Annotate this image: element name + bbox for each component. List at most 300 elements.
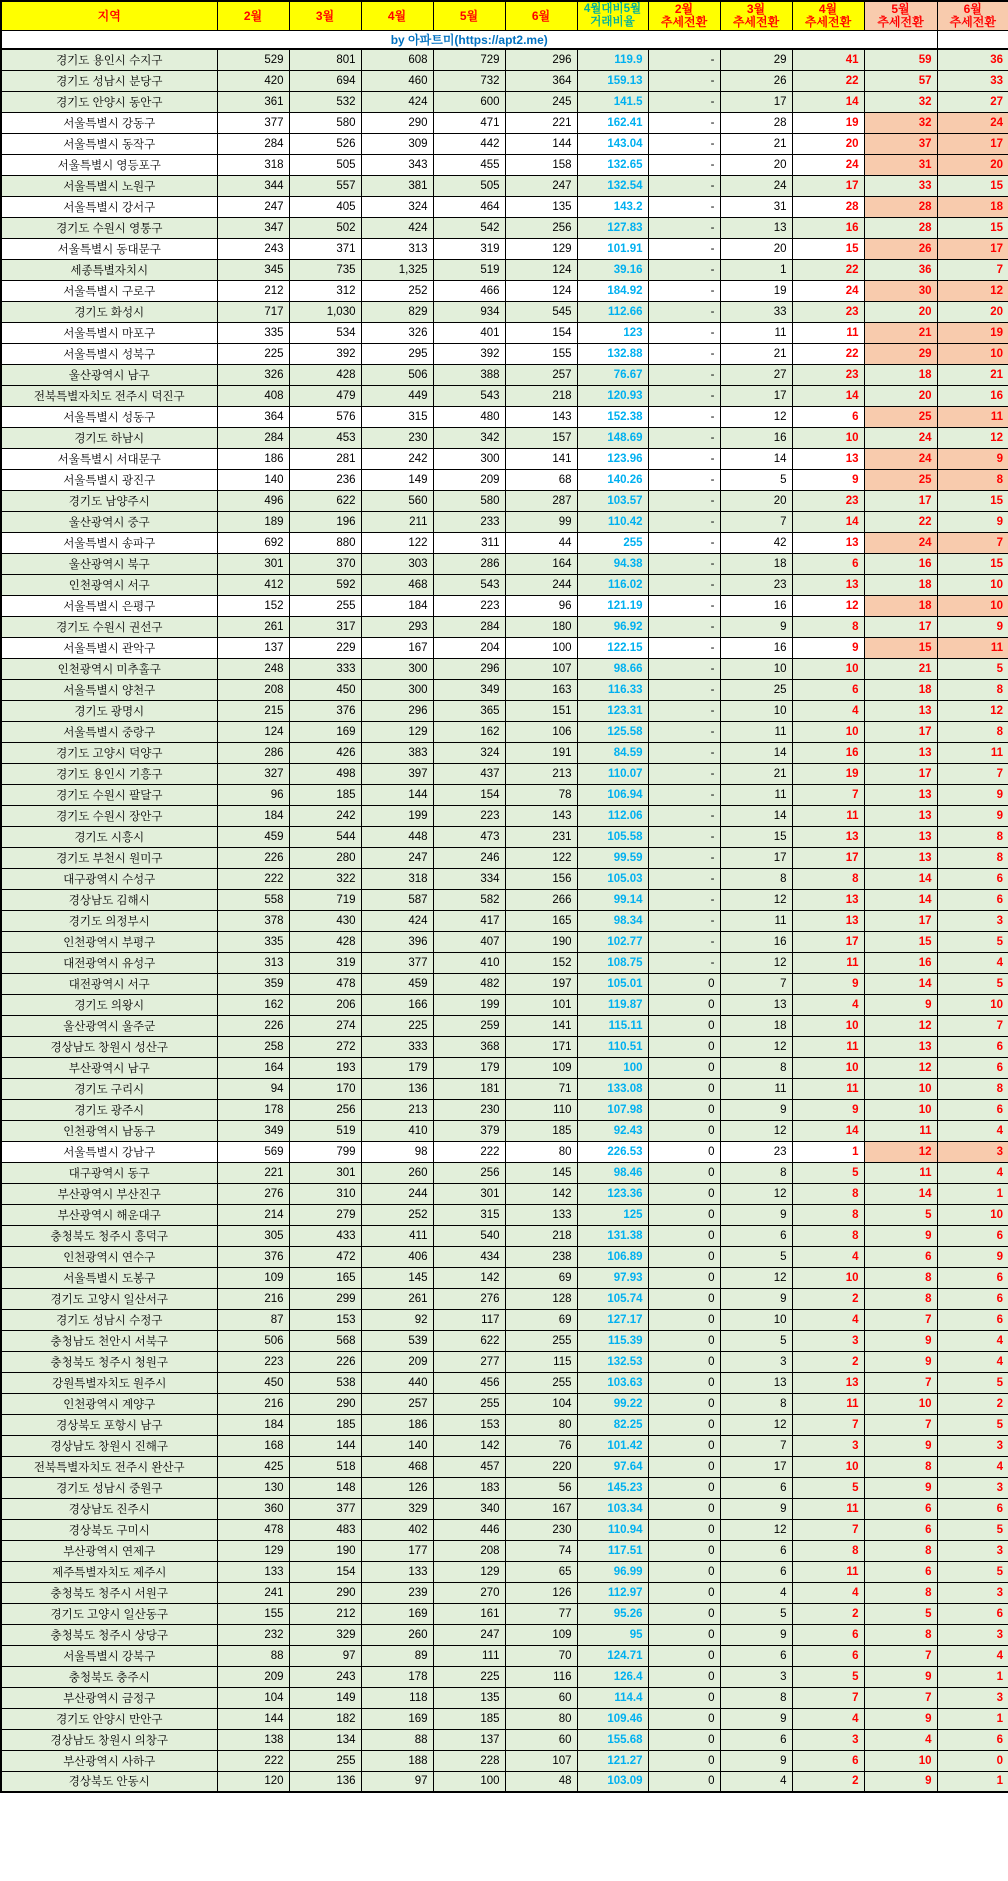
trend-apr-cell: 20 [792, 133, 864, 154]
month-may-cell: 137 [433, 1729, 505, 1750]
trend-apr-cell: 22 [792, 70, 864, 91]
trend-mar-cell: 11 [720, 1078, 792, 1099]
trend-feb-cell: - [648, 616, 720, 637]
trend-jun-cell: 1 [937, 1708, 1008, 1729]
trend-apr-cell: 8 [792, 868, 864, 889]
table-row [1, 1687, 1008, 1708]
ratio-cell: 94.38 [577, 553, 648, 574]
trend-feb-cell: - [648, 868, 720, 889]
table-row [1, 742, 1008, 763]
trend-apr-cell: 6 [792, 406, 864, 427]
month-mar-cell: 169 [289, 721, 361, 742]
region-cell: 서울특별시 강동구 [1, 112, 217, 133]
region-cell: 서울특별시 성동구 [1, 406, 217, 427]
region-cell: 경기도 안양시 만안구 [1, 1708, 217, 1729]
trend-feb-cell: - [648, 784, 720, 805]
trend-mar-cell: 4 [720, 1582, 792, 1603]
trend-apr-cell: 12 [792, 595, 864, 616]
region-cell: 전북특별자치도 전주시 완산구 [1, 1456, 217, 1477]
trend-apr-cell: 11 [792, 952, 864, 973]
month-jun-cell: 152 [505, 952, 577, 973]
month-feb-cell: 164 [217, 1057, 289, 1078]
trend-mar-cell: 4 [720, 1771, 792, 1792]
month-feb-cell: 140 [217, 469, 289, 490]
month-feb-cell: 178 [217, 1099, 289, 1120]
trend-mar-cell: 1 [720, 259, 792, 280]
month-feb-cell: 214 [217, 1204, 289, 1225]
trend-mar-cell: 9 [720, 616, 792, 637]
month-jun-cell: 107 [505, 658, 577, 679]
month-mar-cell: 580 [289, 112, 361, 133]
trend-mar-cell: 13 [720, 217, 792, 238]
table-row [1, 196, 1008, 217]
month-feb-cell: 138 [217, 1729, 289, 1750]
month-may-cell: 259 [433, 1015, 505, 1036]
ratio-cell: 101.42 [577, 1435, 648, 1456]
table-row [1, 70, 1008, 91]
month-jun-cell: 165 [505, 910, 577, 931]
trend-mar-cell: 8 [720, 1162, 792, 1183]
month-may-cell: 199 [433, 994, 505, 1015]
month-may-cell: 247 [433, 1624, 505, 1645]
ratio-cell: 99.22 [577, 1393, 648, 1414]
month-mar-cell: 290 [289, 1582, 361, 1603]
region-cell: 세종특별자치시 [1, 259, 217, 280]
trend-may-cell: 8 [864, 1267, 937, 1288]
trend-may-cell: 16 [864, 553, 937, 574]
month-mar-cell: 371 [289, 238, 361, 259]
ratio-cell: 155.68 [577, 1729, 648, 1750]
month-may-cell: 246 [433, 847, 505, 868]
trend-may-cell: 12 [864, 1057, 937, 1078]
trend-jun-cell: 33 [937, 70, 1008, 91]
month-jun-cell: 191 [505, 742, 577, 763]
table-row [1, 952, 1008, 973]
month-may-cell: 181 [433, 1078, 505, 1099]
month-mar-cell: 719 [289, 889, 361, 910]
trend-mar-cell: 6 [720, 1561, 792, 1582]
region-cell: 경기도 시흥시 [1, 826, 217, 847]
month-apr-cell: 169 [361, 1603, 433, 1624]
col-header-trend-feb: 2월 추세전환 [648, 1, 720, 31]
ratio-cell: 107.98 [577, 1099, 648, 1120]
month-may-cell: 315 [433, 1204, 505, 1225]
trend-may-cell: 32 [864, 91, 937, 112]
trend-feb-cell: - [648, 658, 720, 679]
trend-jun-cell: 3 [937, 1141, 1008, 1162]
month-apr-cell: 242 [361, 448, 433, 469]
region-cell: 경상북도 안동시 [1, 1771, 217, 1792]
col-header-trend-mar: 3월 추세전환 [720, 1, 792, 31]
month-may-cell: 208 [433, 1540, 505, 1561]
trend-mar-cell: 17 [720, 1456, 792, 1477]
trend-apr-cell: 4 [792, 1246, 864, 1267]
trend-apr-cell: 9 [792, 1099, 864, 1120]
trend-apr-cell: 8 [792, 1540, 864, 1561]
month-feb-cell: 376 [217, 1246, 289, 1267]
trend-mar-cell: 20 [720, 154, 792, 175]
trend-may-cell: 10 [864, 1099, 937, 1120]
trend-may-cell: 8 [864, 1624, 937, 1645]
month-may-cell: 276 [433, 1288, 505, 1309]
trend-may-cell: 30 [864, 280, 937, 301]
ratio-cell: 106.89 [577, 1246, 648, 1267]
region-cell: 서울특별시 서대문구 [1, 448, 217, 469]
trend-feb-cell: 0 [648, 1351, 720, 1372]
trend-mar-cell: 7 [720, 511, 792, 532]
month-may-cell: 442 [433, 133, 505, 154]
month-jun-cell: 144 [505, 133, 577, 154]
month-may-cell: 456 [433, 1372, 505, 1393]
trend-apr-cell: 13 [792, 532, 864, 553]
trend-may-cell: 6 [864, 1498, 937, 1519]
trend-jun-cell: 10 [937, 994, 1008, 1015]
month-may-cell: 543 [433, 385, 505, 406]
region-cell: 경기도 수원시 팔달구 [1, 784, 217, 805]
trend-may-cell: 13 [864, 805, 937, 826]
month-jun-cell: 129 [505, 238, 577, 259]
region-cell: 경기도 고양시 일산서구 [1, 1288, 217, 1309]
ratio-cell: 121.27 [577, 1750, 648, 1771]
month-apr-cell: 539 [361, 1330, 433, 1351]
trend-jun-cell: 11 [937, 637, 1008, 658]
month-feb-cell: 94 [217, 1078, 289, 1099]
month-mar-cell: 376 [289, 700, 361, 721]
month-apr-cell: 149 [361, 469, 433, 490]
trend-jun-cell: 10 [937, 574, 1008, 595]
trend-jun-cell: 1 [937, 1666, 1008, 1687]
trend-mar-cell: 9 [720, 1750, 792, 1771]
trend-apr-cell: 17 [792, 175, 864, 196]
month-apr-cell: 318 [361, 868, 433, 889]
col-header-month-may: 5월 [433, 1, 505, 31]
table-row [1, 973, 1008, 994]
month-apr-cell: 225 [361, 1015, 433, 1036]
ratio-cell: 112.97 [577, 1582, 648, 1603]
trend-may-cell: 7 [864, 1645, 937, 1666]
table-row [1, 574, 1008, 595]
month-mar-cell: 450 [289, 679, 361, 700]
region-cell: 경기도 수원시 권선구 [1, 616, 217, 637]
trend-jun-cell: 8 [937, 721, 1008, 742]
trend-feb-cell: - [648, 952, 720, 973]
month-feb-cell: 261 [217, 616, 289, 637]
trend-apr-cell: 11 [792, 805, 864, 826]
trend-may-cell: 7 [864, 1309, 937, 1330]
month-apr-cell: 257 [361, 1393, 433, 1414]
month-mar-cell: 206 [289, 994, 361, 1015]
col-header-month-feb: 2월 [217, 1, 289, 31]
trend-mar-cell: 6 [720, 1477, 792, 1498]
ratio-cell: 133.08 [577, 1078, 648, 1099]
table-row [1, 1225, 1008, 1246]
month-may-cell: 342 [433, 427, 505, 448]
month-may-cell: 455 [433, 154, 505, 175]
month-apr-cell: 136 [361, 1078, 433, 1099]
month-may-cell: 417 [433, 910, 505, 931]
month-mar-cell: 799 [289, 1141, 361, 1162]
ratio-cell: 105.58 [577, 826, 648, 847]
month-mar-cell: 317 [289, 616, 361, 637]
region-cell: 서울특별시 영등포구 [1, 154, 217, 175]
trend-feb-cell: - [648, 721, 720, 742]
col-header-trend-apr: 4월 추세전환 [792, 1, 864, 31]
ratio-cell: 132.88 [577, 343, 648, 364]
trend-apr-cell: 13 [792, 910, 864, 931]
month-apr-cell: 440 [361, 1372, 433, 1393]
trend-feb-cell: - [648, 910, 720, 931]
table-row [1, 1771, 1008, 1792]
trend-apr-cell: 6 [792, 1624, 864, 1645]
month-mar-cell: 483 [289, 1519, 361, 1540]
trend-may-cell: 13 [864, 742, 937, 763]
trend-apr-cell: 2 [792, 1771, 864, 1792]
trend-apr-cell: 22 [792, 259, 864, 280]
trend-apr-cell: 4 [792, 1708, 864, 1729]
ratio-cell: 103.63 [577, 1372, 648, 1393]
month-jun-cell: 171 [505, 1036, 577, 1057]
month-apr-cell: 381 [361, 175, 433, 196]
month-may-cell: 580 [433, 490, 505, 511]
trend-apr-cell: 9 [792, 469, 864, 490]
month-apr-cell: 290 [361, 112, 433, 133]
month-feb-cell: 216 [217, 1393, 289, 1414]
month-mar-cell: 312 [289, 280, 361, 301]
month-mar-cell: 182 [289, 1708, 361, 1729]
month-apr-cell: 587 [361, 889, 433, 910]
trend-feb-cell: - [648, 301, 720, 322]
table-row [1, 784, 1008, 805]
month-apr-cell: 230 [361, 427, 433, 448]
month-mar-cell: 185 [289, 1414, 361, 1435]
trend-jun-cell: 4 [937, 1330, 1008, 1351]
trend-may-cell: 9 [864, 1477, 937, 1498]
region-cell: 부산광역시 해운대구 [1, 1204, 217, 1225]
month-mar-cell: 568 [289, 1330, 361, 1351]
month-feb-cell: 529 [217, 49, 289, 70]
month-may-cell: 223 [433, 805, 505, 826]
trend-may-cell: 18 [864, 574, 937, 595]
trend-mar-cell: 25 [720, 679, 792, 700]
ratio-cell: 96.99 [577, 1561, 648, 1582]
trend-jun-cell: 8 [937, 1078, 1008, 1099]
month-jun-cell: 154 [505, 322, 577, 343]
trend-may-cell: 16 [864, 952, 937, 973]
trend-jun-cell: 6 [937, 1225, 1008, 1246]
month-jun-cell: 128 [505, 1288, 577, 1309]
trend-mar-cell: 16 [720, 595, 792, 616]
month-feb-cell: 226 [217, 847, 289, 868]
month-feb-cell: 162 [217, 994, 289, 1015]
trend-may-cell: 17 [864, 910, 937, 931]
month-apr-cell: 829 [361, 301, 433, 322]
month-apr-cell: 424 [361, 217, 433, 238]
trend-jun-cell: 15 [937, 490, 1008, 511]
month-mar-cell: 281 [289, 448, 361, 469]
ratio-cell: 141.5 [577, 91, 648, 112]
region-cell: 충청북도 충주시 [1, 1666, 217, 1687]
month-jun-cell: 255 [505, 1330, 577, 1351]
trend-feb-cell: 0 [648, 1729, 720, 1750]
month-feb-cell: 326 [217, 364, 289, 385]
month-mar-cell: 405 [289, 196, 361, 217]
month-jun-cell: 77 [505, 1603, 577, 1624]
trend-feb-cell: 0 [648, 1372, 720, 1393]
month-mar-cell: 519 [289, 1120, 361, 1141]
ratio-cell: 105.74 [577, 1288, 648, 1309]
trend-feb-cell: - [648, 49, 720, 70]
table-row [1, 343, 1008, 364]
trend-jun-cell: 9 [937, 448, 1008, 469]
month-apr-cell: 406 [361, 1246, 433, 1267]
trend-feb-cell: - [648, 700, 720, 721]
trend-jun-cell: 5 [937, 931, 1008, 952]
region-cell: 울산광역시 중구 [1, 511, 217, 532]
month-may-cell: 225 [433, 1666, 505, 1687]
trend-mar-cell: 23 [720, 1141, 792, 1162]
month-jun-cell: 69 [505, 1309, 577, 1330]
trend-feb-cell: 0 [648, 994, 720, 1015]
region-cell: 대구광역시 동구 [1, 1162, 217, 1183]
trend-apr-cell: 2 [792, 1288, 864, 1309]
month-may-cell: 543 [433, 574, 505, 595]
ratio-cell: 115.39 [577, 1330, 648, 1351]
trend-apr-cell: 8 [792, 1183, 864, 1204]
month-jun-cell: 255 [505, 1372, 577, 1393]
month-feb-cell: 425 [217, 1456, 289, 1477]
trend-mar-cell: 12 [720, 1120, 792, 1141]
month-may-cell: 300 [433, 448, 505, 469]
month-mar-cell: 430 [289, 910, 361, 931]
table-row [1, 469, 1008, 490]
ratio-cell: 127.17 [577, 1309, 648, 1330]
month-mar-cell: 426 [289, 742, 361, 763]
month-mar-cell: 880 [289, 532, 361, 553]
month-may-cell: 179 [433, 1057, 505, 1078]
trend-may-cell: 11 [864, 1120, 937, 1141]
trend-may-cell: 21 [864, 658, 937, 679]
trend-jun-cell: 5 [937, 1519, 1008, 1540]
month-jun-cell: 164 [505, 553, 577, 574]
ratio-cell: 99.14 [577, 889, 648, 910]
region-cell: 서울특별시 광진구 [1, 469, 217, 490]
month-jun-cell: 221 [505, 112, 577, 133]
trend-mar-cell: 6 [720, 1645, 792, 1666]
trend-may-cell: 4 [864, 1729, 937, 1750]
trend-apr-cell: 19 [792, 763, 864, 784]
month-may-cell: 365 [433, 700, 505, 721]
region-cell: 경상남도 창원시 성산구 [1, 1036, 217, 1057]
trend-jun-cell: 4 [937, 1645, 1008, 1666]
table-row [1, 637, 1008, 658]
month-may-cell: 471 [433, 112, 505, 133]
trend-may-cell: 9 [864, 1771, 937, 1792]
trend-may-cell: 6 [864, 1561, 937, 1582]
trend-feb-cell: 0 [648, 1267, 720, 1288]
month-apr-cell: 252 [361, 1204, 433, 1225]
month-may-cell: 519 [433, 259, 505, 280]
month-mar-cell: 453 [289, 427, 361, 448]
month-apr-cell: 296 [361, 700, 433, 721]
trend-may-cell: 37 [864, 133, 937, 154]
ratio-cell: 255 [577, 532, 648, 553]
month-may-cell: 324 [433, 742, 505, 763]
month-apr-cell: 300 [361, 658, 433, 679]
region-cell: 경기도 구리시 [1, 1078, 217, 1099]
trend-feb-cell: - [648, 91, 720, 112]
trend-jun-cell: 4 [937, 1162, 1008, 1183]
trend-apr-cell: 16 [792, 742, 864, 763]
region-cell: 경기도 용인시 기흥구 [1, 763, 217, 784]
month-mar-cell: 280 [289, 847, 361, 868]
trend-may-cell: 14 [864, 1183, 937, 1204]
trend-jun-cell: 10 [937, 595, 1008, 616]
month-mar-cell: 165 [289, 1267, 361, 1288]
month-jun-cell: 124 [505, 280, 577, 301]
trend-mar-cell: 27 [720, 364, 792, 385]
trend-jun-cell: 5 [937, 658, 1008, 679]
trend-jun-cell: 16 [937, 385, 1008, 406]
month-mar-cell: 272 [289, 1036, 361, 1057]
trend-mar-cell: 7 [720, 1435, 792, 1456]
table-row [1, 1288, 1008, 1309]
ratio-cell: 84.59 [577, 742, 648, 763]
month-jun-cell: 69 [505, 1267, 577, 1288]
trend-mar-cell: 24 [720, 175, 792, 196]
ratio-cell: 95.26 [577, 1603, 648, 1624]
col-header-ratio [577, 1, 648, 31]
trend-may-cell: 7 [864, 1372, 937, 1393]
month-feb-cell: 335 [217, 322, 289, 343]
trend-jun-cell: 20 [937, 301, 1008, 322]
month-apr-cell: 213 [361, 1099, 433, 1120]
table-row [1, 1246, 1008, 1267]
table-row [1, 1561, 1008, 1582]
trend-feb-cell: 0 [648, 973, 720, 994]
trend-apr-cell: 6 [792, 679, 864, 700]
month-may-cell: 410 [433, 952, 505, 973]
region-cell: 서울특별시 중랑구 [1, 721, 217, 742]
trend-jun-cell: 3 [937, 1582, 1008, 1603]
trend-apr-cell: 11 [792, 1561, 864, 1582]
trend-feb-cell: - [648, 763, 720, 784]
month-apr-cell: 145 [361, 1267, 433, 1288]
trend-may-cell: 12 [864, 1015, 937, 1036]
ratio-cell: 82.25 [577, 1414, 648, 1435]
month-jun-cell: 247 [505, 175, 577, 196]
trend-may-cell: 6 [864, 1246, 937, 1267]
month-feb-cell: 222 [217, 1750, 289, 1771]
month-apr-cell: 247 [361, 847, 433, 868]
trend-jun-cell: 7 [937, 532, 1008, 553]
ratio-cell: 162.41 [577, 112, 648, 133]
month-jun-cell: 296 [505, 49, 577, 70]
month-jun-cell: 126 [505, 1582, 577, 1603]
ratio-cell: 123.36 [577, 1183, 648, 1204]
trend-mar-cell: 5 [720, 1603, 792, 1624]
month-feb-cell: 130 [217, 1477, 289, 1498]
month-feb-cell: 569 [217, 1141, 289, 1162]
byline-link[interactable]: by 아파트미(https://apt2.me) [1, 31, 937, 50]
month-feb-cell: 248 [217, 658, 289, 679]
table-row [1, 1750, 1008, 1771]
month-apr-cell: 1,325 [361, 259, 433, 280]
month-apr-cell: 129 [361, 721, 433, 742]
table-row [1, 406, 1008, 427]
trend-mar-cell: 13 [720, 1372, 792, 1393]
month-mar-cell: 185 [289, 784, 361, 805]
trend-may-cell: 36 [864, 259, 937, 280]
